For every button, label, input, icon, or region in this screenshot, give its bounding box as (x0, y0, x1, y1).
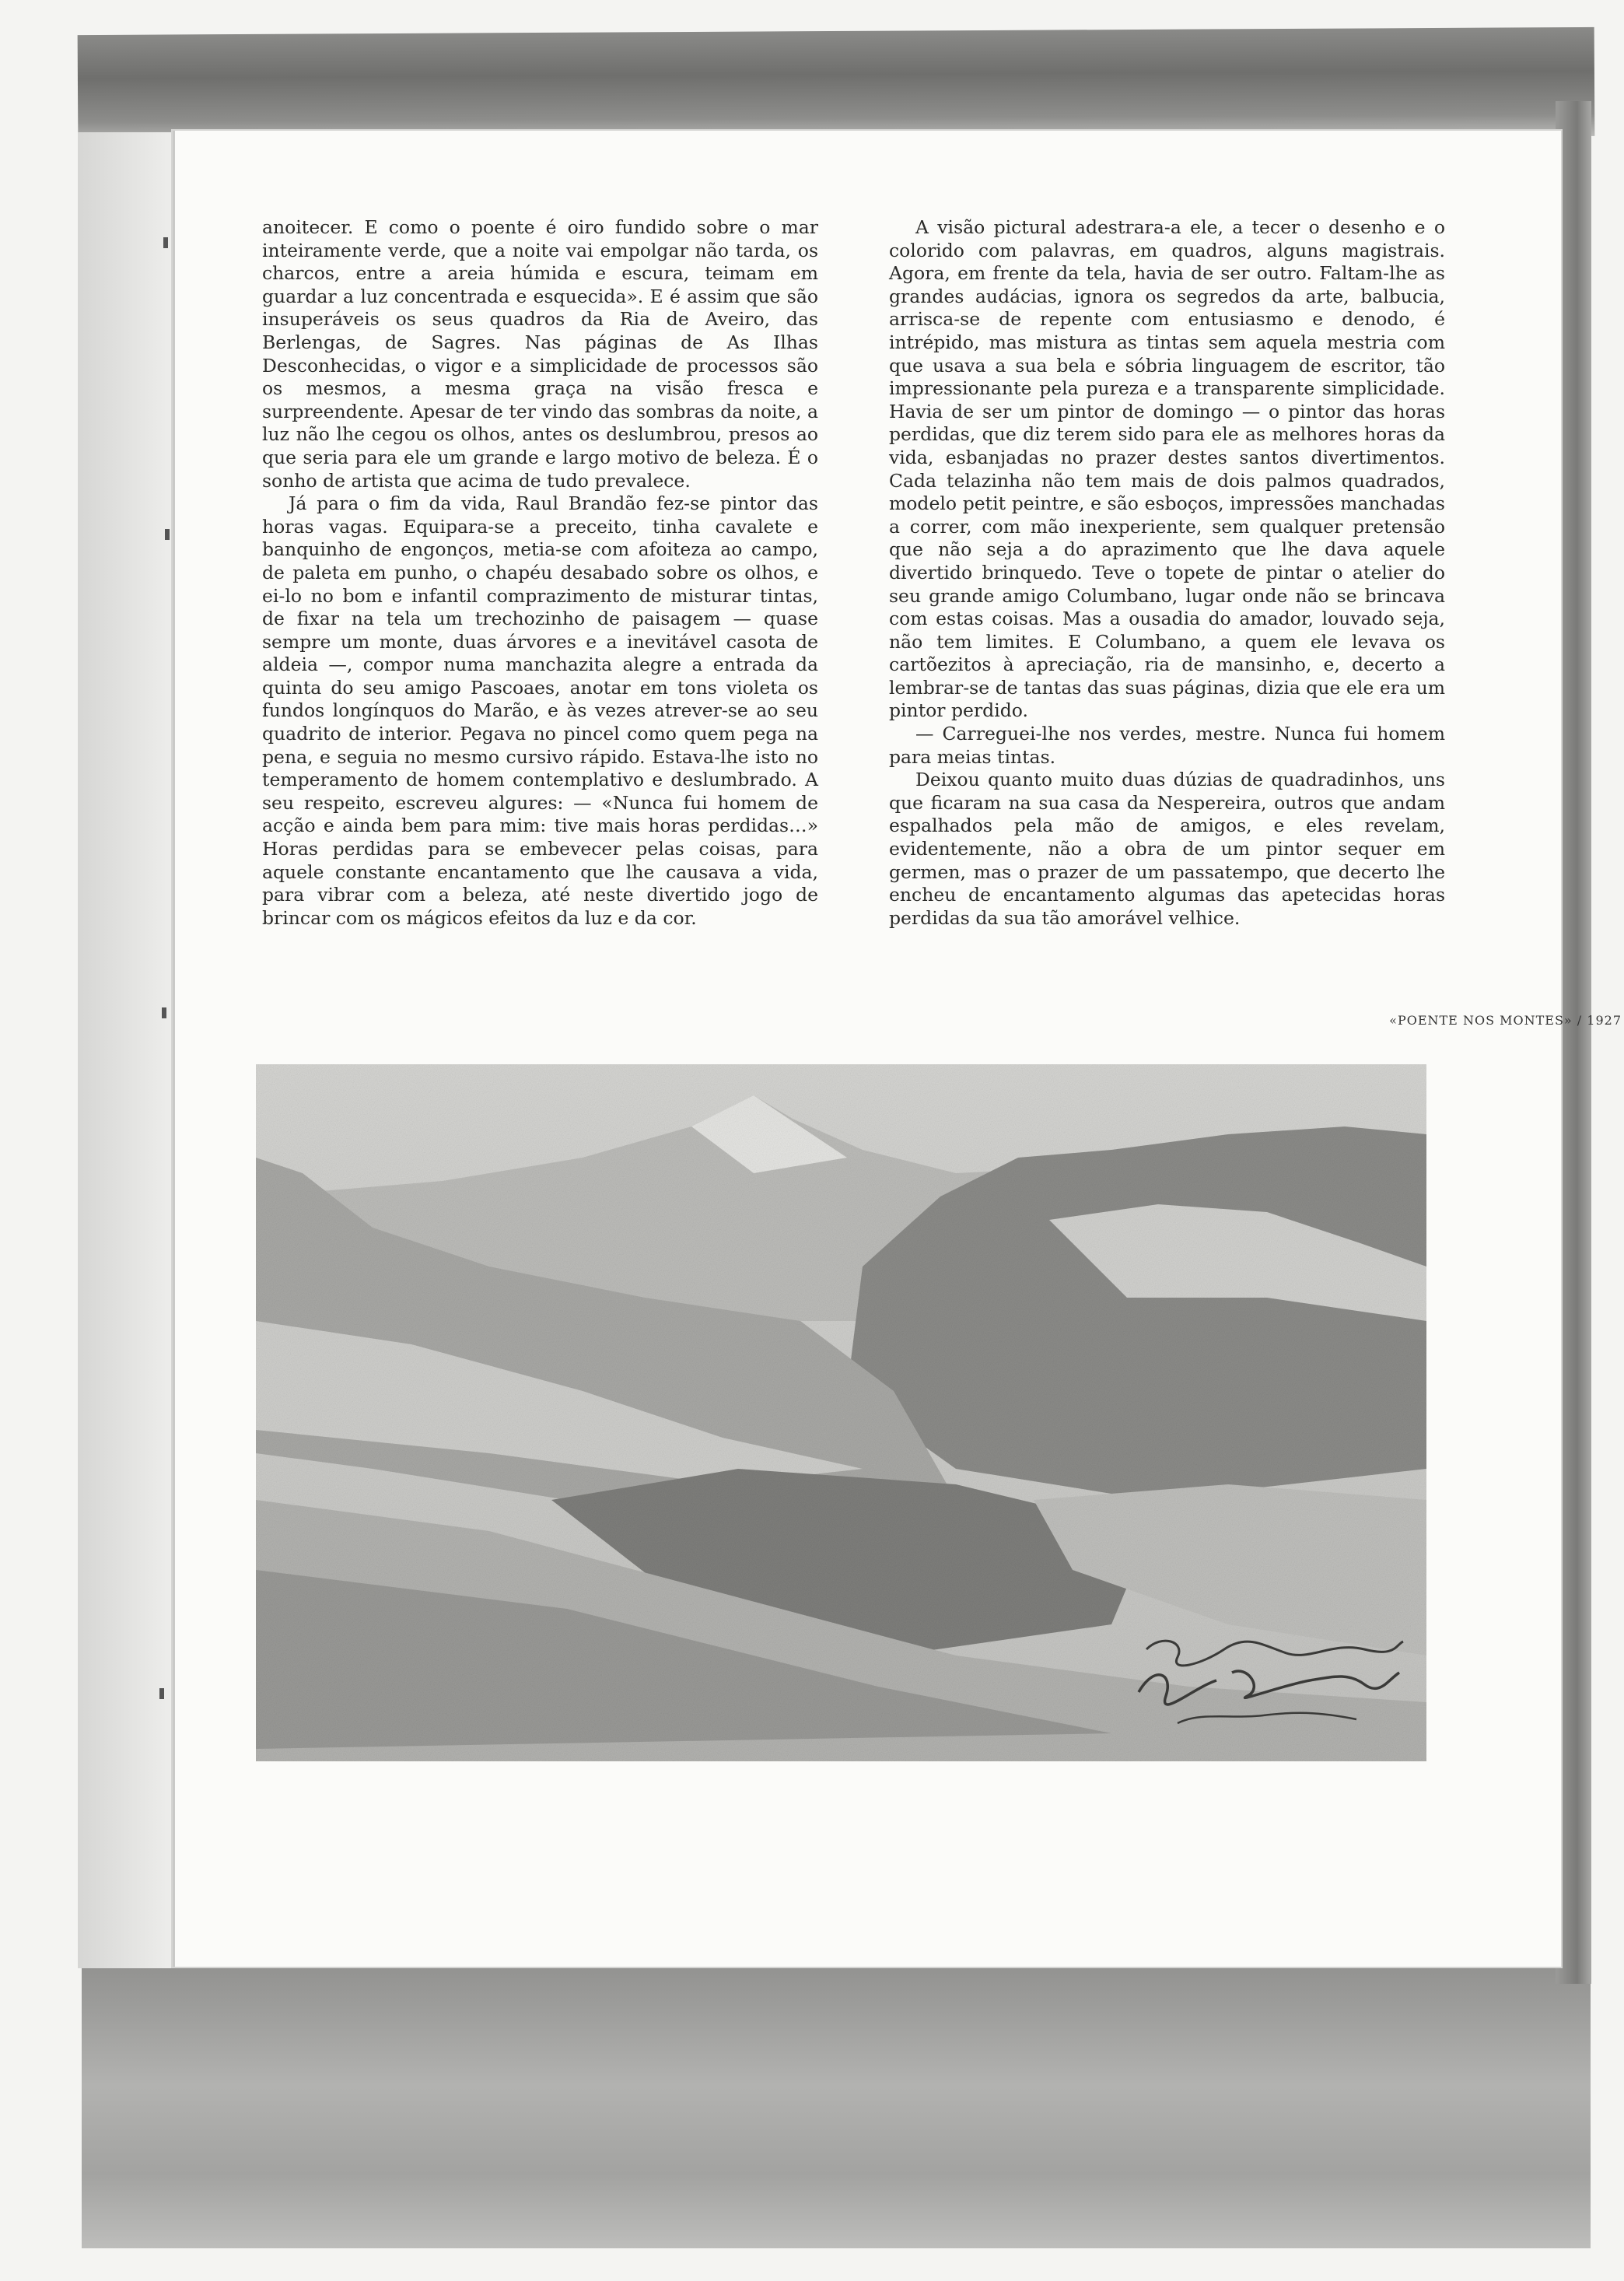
painting-reproduction (256, 1064, 1426, 1761)
paragraph: A visão pictural adestrara-a ele, a tecer o desenho e o colorido com palavras, em quadros, alguns magistrais. Agora, em frente da tela, havia de ser outro. Faltam-lhe as grandes audácias, ignora os segredos da arte, balbucia, arrisca-se de repente com entusiasmo e denodo, é intrépido, mas mistura as tintas sem aquela mestria com que usava a sua bela e sóbria linguagem de escritor, tão impressionante pela pureza e a transparente simplicidade. Havia de ser um pintor de domingo — o pintor das horas perdidas, que diz terem sido para ele as melhores horas da vida, esbanjadas no prazer destes santos divertimentos. Cada telazinha não tem mais de dois palmos quadrados, modelo petit peintre, e são esboços, impressões manchadas a correr, com mão inexperiente, sem qualquer pretensão que não seja a do aprazimento que lhe dava aquele divertido brinquedo. Teve o topete de pintar o atelier do seu grande amigo Columbano, lugar onde não se brincava com estas coisas. Mas a ousadia do amador, louvado seja, não tem limites. E Columbano, a quem ele levava os cartõezitos à apreciação, ria de mansinho, e, decerto a lembrar-se de tantas das suas páginas, dizia que ele era um pintor perdido. (889, 216, 1445, 722)
photocopy-band-top (78, 27, 1595, 144)
paragraph: Deixou quanto muito duas dúzias de quadradinhos, uns que ficaram na sua casa da Nespereira, outros que andam espalhados pela mão de amigos, e eles revelam, evidentemente, não a obra de um pintor sequer em germen, mas o prazer de um passatempo, que decerto lhe encheu de encantamento algumas das apetecidas horas perdidas da sua tão amorável velhice. (889, 769, 1445, 929)
artist-signature (1131, 1618, 1411, 1743)
figure-credit: «POENTE NOS MONTES» / 1927 (1389, 1013, 1622, 1028)
photocopy-band-bottom (82, 1953, 1591, 2248)
margin-mark (165, 529, 170, 540)
photocopy-band-left (78, 132, 171, 1968)
article-left-column (262, 216, 818, 930)
article-right-column (889, 216, 1445, 930)
paragraph: anoitecer. E como o poente é oiro fundido sobre o mar inteiramente verde, que a noite vai empolgar não tarda, os charcos, entre a areia húmida e escura, teimam em guardar a luz concentrada e esquecida». E é assim que são insuperáveis os seus quadros da Ria de Aveiro, das Berlengas, de Sagres. Nas páginas de As Ilhas Desconhecidas, o vigor e a simplicidade de processos são os mesmos, a mesma graça na visão fresca e surpreendente. Apesar de ter vindo das sombras da noite, a luz não lhe cegou os olhos, antes os deslumbrou, presos ao que seria para ele um grande e largo motivo de beleza. É o sonho de artista que acima de tudo prevalece. (262, 216, 818, 492)
page-sheet (173, 131, 1622, 1967)
margin-mark (162, 1007, 166, 1018)
paragraph: — Carreguei-lhe nos verdes, mestre. Nunca fui homem para meias tintas. (889, 723, 1445, 768)
margin-mark (159, 1688, 164, 1699)
margin-mark (163, 237, 168, 248)
paragraph: Já para o fim da vida, Raul Brandão fez-se pintor das horas vagas. Equipara-se a preceito, tinha cavalete e banquinho de engonços, metia-se com afoiteza ao campo, de paleta em punho, o chapéu desabado sobre os olhos, e ei-lo no bom e infantil comprazimento de misturar tintas, de fixar na tela um trechozinho de paisagem — quase sempre um monte, duas árvores e a inevitável casota de aldeia —, compor numa manchazita alegre a entrada da quinta do seu amigo Pascoaes, anotar em tons violeta os fundos longínquos do Marão, e às vezes atrever-se ao seu quadrito de interior. Pegava no pincel como quem pega na pena, e seguia no mesmo cursivo rápido. Estava-lhe isto no temperamento de homem contemplativo e deslumbrado. A seu respeito, escreveu algures: — «Nunca fui homem de acção e ainda bem para mim: tive mais horas perdidas…» Horas perdidas para se embevecer pelas coisas, para aquele constante encantamento que lhe causava a vida, para vibrar com a beleza, até neste divertido jogo de brincar com os mágicos efeitos da luz e da cor. (262, 492, 818, 929)
